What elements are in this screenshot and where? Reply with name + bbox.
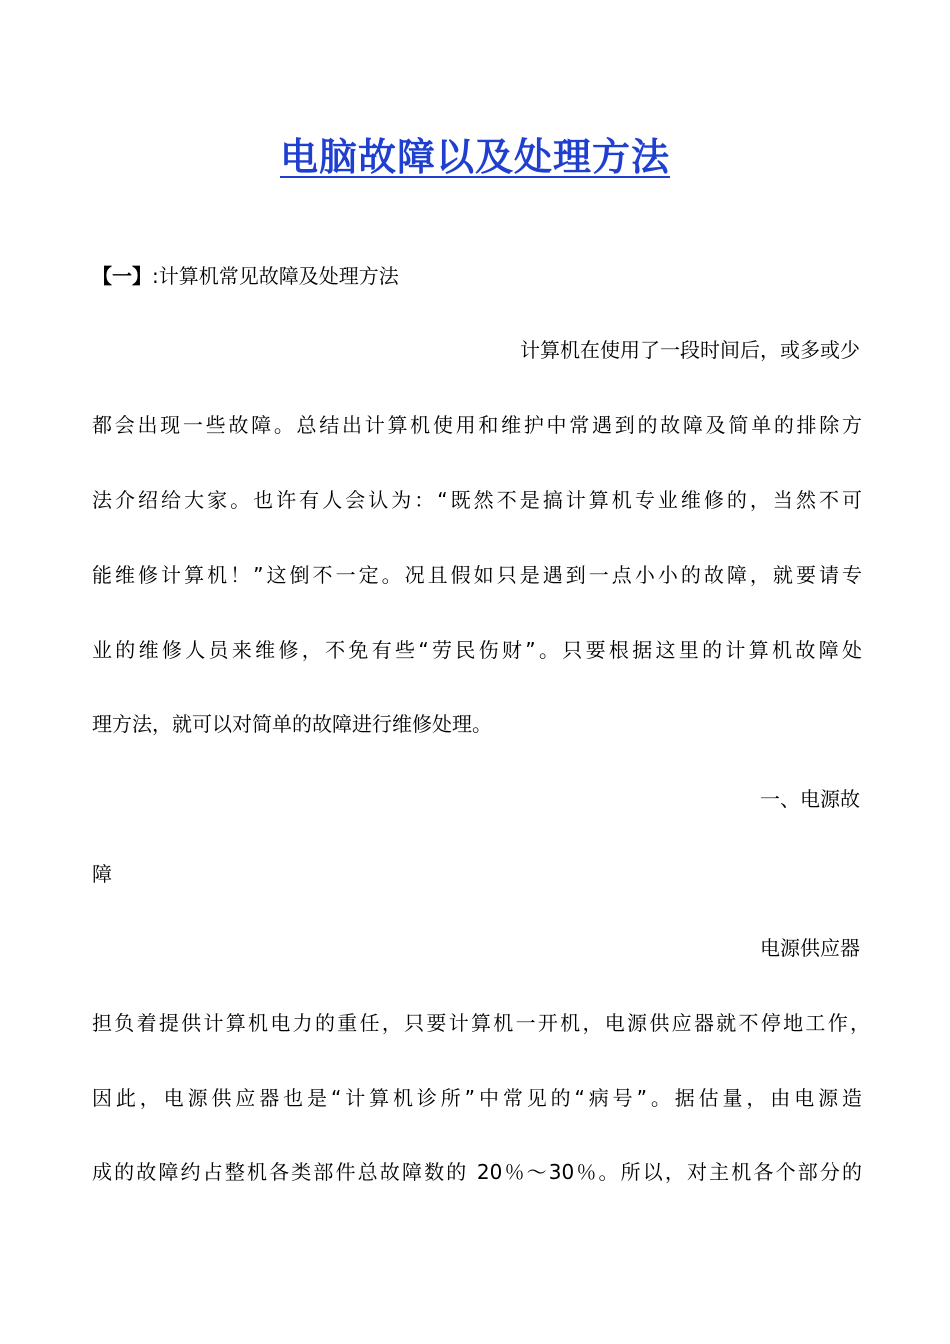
- paragraph-line: 能维修计算机！”这倒不一定。况且假如只是遇到一点小小的故障，就要请专: [92, 563, 862, 587]
- subheading-line: 一、电源故: [760, 787, 860, 811]
- paragraph-line: 理方法，就可以对简单的故障进行维修处理。: [92, 712, 492, 736]
- section-heading-text: :计算机常见故障及处理方法: [152, 264, 399, 288]
- paragraph-line: 电源供应器: [760, 936, 860, 960]
- paragraph-line: 因此，电源供应器也是“计算机诊所”中常见的“病号”。据估量，由电源造: [92, 1086, 862, 1110]
- paragraph-line: 业的维修人员来维修，不免有些“劳民伤财”。只要根据这里的计算机故障处: [92, 638, 862, 662]
- subheading-line: 障: [92, 862, 112, 886]
- paragraph-line: 计算机在使用了一段时间后，或多或少: [520, 338, 860, 362]
- document-title[interactable]: 电脑故障以及处理方法: [279, 134, 670, 179]
- paragraph-line: 法介绍给大家。也许有人会认为：“既然不是搞计算机专业维修的，当然不可: [92, 488, 862, 512]
- section-number: 【一】: [92, 264, 152, 288]
- paragraph-line: 都会出现一些故障。总结出计算机使用和维护中常遇到的故障及简单的排除方: [92, 413, 862, 437]
- paragraph-line: 成的故障约占整机各类部件总故障数的 20％～30％。所以，对主机各个部分的: [92, 1160, 862, 1184]
- paragraph-line: 担负着提供计算机电力的重任，只要计算机一开机，电源供应器就不停地工作，: [92, 1011, 870, 1035]
- section-header: [92, 262, 862, 290]
